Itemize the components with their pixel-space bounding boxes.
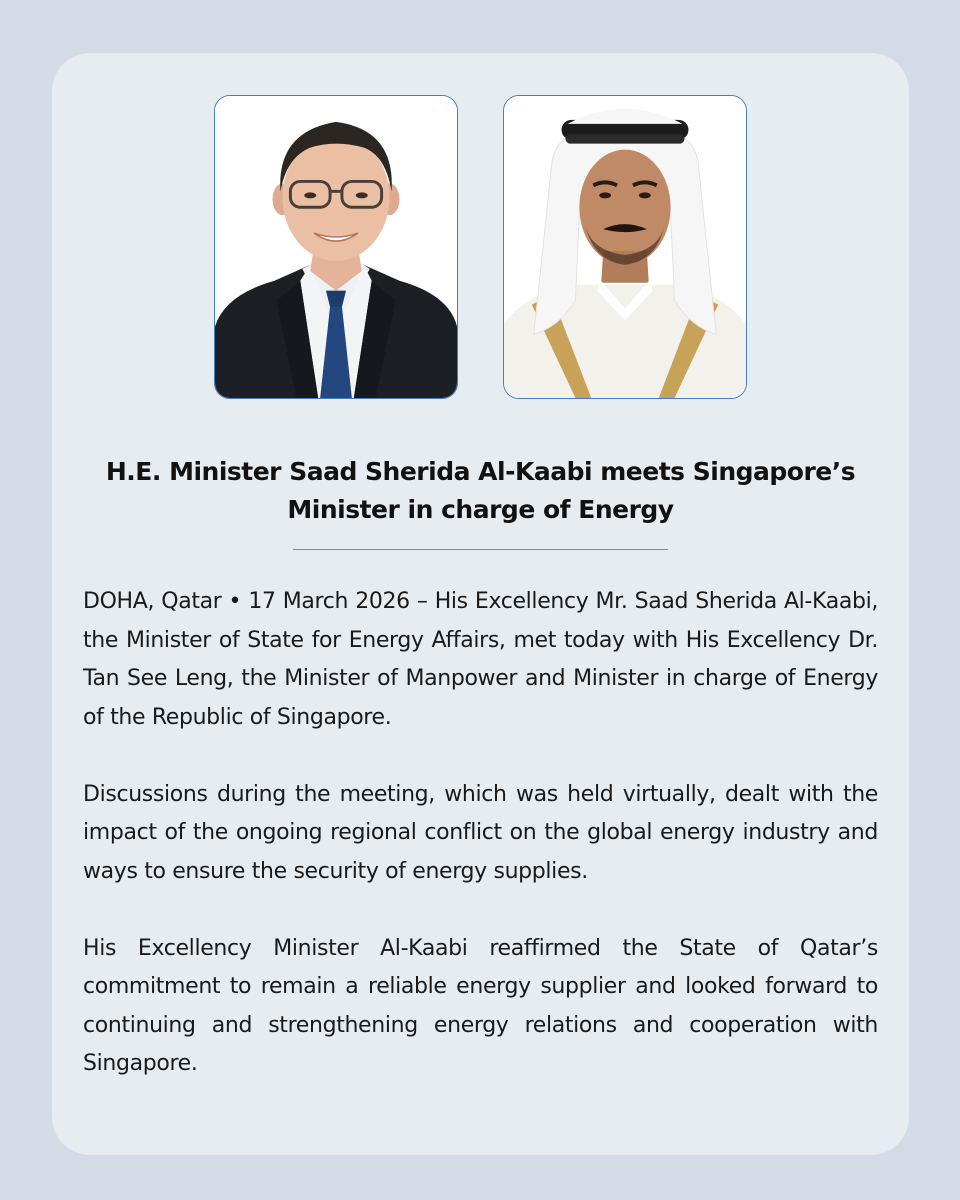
article-body [83,583,878,1084]
portrait-photo-right [503,95,747,399]
portrait-tan-see-leng [215,96,457,398]
paragraph-1: DOHA, Qatar • 17 March 2026 – His Excellency Mr. Saad Sherida Al-Kaabi, the Minister of State for Energy Affairs, met today with His Excellency Dr. Tan See Leng, the Minister of Manpower and Minister in charge of Energy of the Republic of Singapore. [83,589,878,730]
paragraph-2: Discussions during the meeting, which was held virtually, dealt with the impact of the ongoing regional conflict on the global energy industry and ways to ensure the security of energy supplies. [83,781,878,884]
headline: H.E. Minister Saad Sherida Al-Kaabi meets Singapore’s Minister in charge of Energy [105,457,856,524]
portrait-saad-sherida-al-kaabi [504,96,746,398]
portrait-photo-left [214,95,458,399]
paragraph-3: His Excellency Minister Al-Kaabi reaffirmed the State of Qatar’s commitment to remain a reliable energy supplier and looked forward to continuing and strengthening energy relations and cooperation with Singapore. [83,935,878,1076]
divider [293,549,668,550]
press-release-card [52,53,909,1155]
